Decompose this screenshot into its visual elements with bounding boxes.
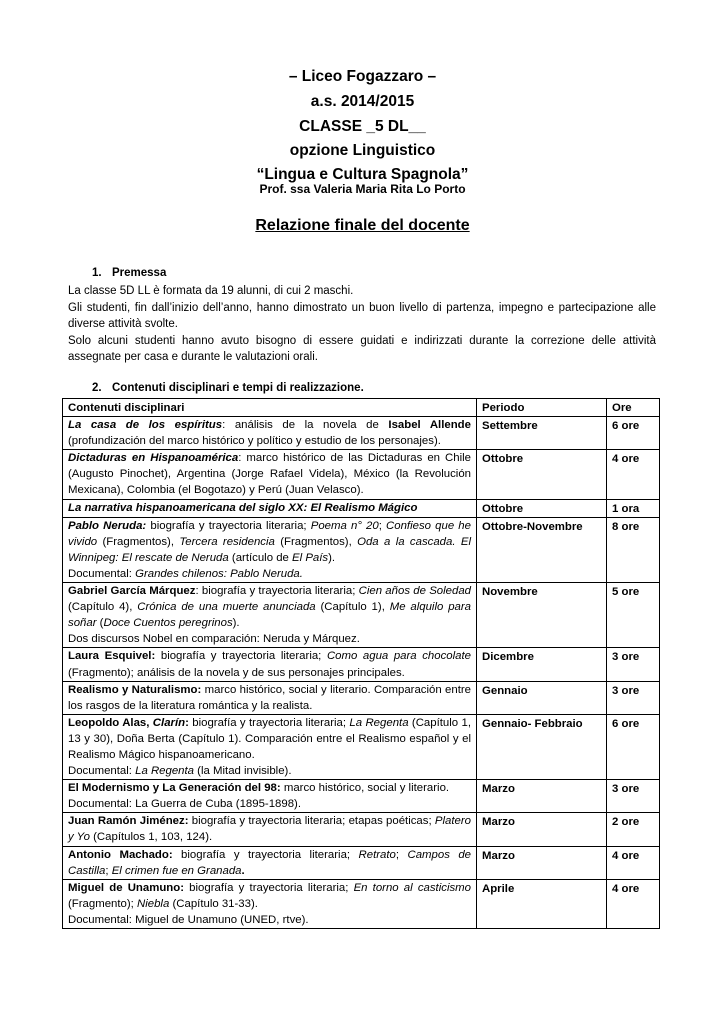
content-text: biografía y trayectoria literaria; (188, 716, 350, 729)
hours-text: 4 ore (612, 849, 640, 862)
content-text: Leopoldo Alas, (68, 716, 153, 729)
content-line (68, 566, 471, 582)
period-text: Settembre (482, 420, 538, 433)
content-line (68, 518, 471, 566)
class-name: CLASSE _5 DL__ (299, 118, 426, 135)
hours-text: 1 ora (612, 502, 640, 515)
content-text: Realismo y Naturalismo: (68, 683, 202, 696)
content-text: Tercera residencia (179, 535, 275, 548)
content-text: biografía y trayectoria literaria; (155, 650, 327, 663)
hours-text: 6 ore (612, 717, 640, 730)
hours-cell (607, 780, 660, 813)
table-body (63, 417, 660, 929)
content-text: : marco histórico de las Dictaduras en Chile (Augusto Pinochet), Argentina (Jorge Rafael Videla), México (la Revolución Mexicana), Colombia (el Bogotazo) y Perú (Juan Velasco). (68, 452, 471, 497)
content-text: Gabriel García Márquez (68, 585, 196, 598)
period-cell (477, 681, 607, 714)
hours-text: 3 ore (612, 783, 640, 796)
hours-cell (607, 681, 660, 714)
hours-cell (607, 450, 660, 499)
content-text: (Fragmento); análisis de la novela y de sus personajes principales. (68, 666, 405, 679)
content-cell (63, 714, 477, 779)
school-year: a.s. 2014/2015 (310, 93, 415, 110)
hours-cell (607, 499, 660, 517)
content-text: biografía y trayectoria literaria; (184, 881, 354, 894)
content-text: : análisis de la novela de (222, 419, 389, 432)
content-text: Dictaduras en Hispanoamérica (68, 452, 239, 465)
section-2-number: 2. (92, 382, 102, 394)
period-cell (477, 813, 607, 846)
section-1-number: 1. (92, 267, 102, 279)
hours-cell (607, 648, 660, 681)
content-text: En torno al casticismo (353, 881, 471, 894)
content-text: La Regenta (349, 716, 409, 729)
content-text: (Fragmento); (68, 897, 137, 910)
content-text: ; (395, 848, 408, 861)
content-cell (63, 499, 477, 517)
table-row (63, 681, 660, 714)
period-cell (477, 417, 607, 450)
content-line (68, 715, 471, 763)
content-text: biografía y trayectoria literaria; (146, 519, 311, 532)
content-cell (63, 813, 477, 846)
school-name: – Liceo Fogazzaro – (288, 68, 437, 85)
content-text: ; (378, 519, 387, 532)
content-text: Laura Esquivel: (68, 650, 156, 663)
content-text: Niebla (137, 897, 170, 910)
content-text: Platero y Yo (68, 815, 471, 844)
period-text: Ottobre-Novembre (482, 520, 583, 533)
period-text: Marzo (482, 849, 515, 862)
period-text: Ottobre (482, 453, 524, 466)
content-text: . (241, 864, 245, 877)
content-text: Crónica de una muerte anunciada (137, 601, 316, 614)
period-cell (477, 714, 607, 779)
period-cell (477, 879, 607, 928)
content-text: Documental: Miguel de Unamuno (UNED, rtve). (68, 913, 309, 926)
content-text: Cien años de Soledad (358, 585, 472, 598)
content-text: (Capítulo 4), (68, 601, 138, 614)
content-text: ; (105, 864, 112, 877)
content-cell (63, 417, 477, 450)
table-row (63, 879, 660, 928)
content-text: Isabel Allende (388, 419, 471, 432)
content-text: (artículo de (228, 551, 293, 564)
period-text: Gennaio- Febbraio (482, 717, 583, 730)
intro-paragraph: Solo alcuni studenti hanno avuto bisogno di essere guidati e indirizzati durante la correzione delle attività assegnate per casa e durante le valutazioni orali. (68, 334, 656, 363)
table-row (63, 499, 660, 517)
subject-title: “Lingua e Cultura Spagnola” (256, 166, 469, 183)
content-text: (profundización del marco histórico y político y estudio de los personajes). (68, 435, 441, 448)
table-row (63, 450, 660, 499)
period-text: Aprile (482, 882, 515, 895)
content-text: (Capítulo 1), (315, 601, 390, 614)
content-cell (63, 450, 477, 499)
content-line (68, 450, 471, 498)
content-line (68, 796, 471, 812)
table-row (63, 417, 660, 450)
content-text: Poema n° 20 (310, 519, 379, 532)
content-line (68, 912, 471, 928)
content-text: La casa de los espíritus (68, 419, 223, 432)
content-text: Dos discursos Nobel en comparación: Neruda y Márquez. (68, 633, 360, 646)
hours-cell (607, 417, 660, 450)
content-text: : biografía y trayectoria literaria; (195, 585, 359, 598)
content-text: marco histórico, social y literario. Comparación entre los rasgos de la literatura romántica y la realista. (68, 683, 472, 712)
table-row (63, 780, 660, 813)
table-row (63, 813, 660, 846)
content-text: biografía y trayectoria literaria; (172, 848, 359, 861)
content-text: Documental: (68, 567, 136, 580)
period-cell (477, 780, 607, 813)
table-row (63, 648, 660, 681)
table-row (63, 583, 660, 648)
period-cell (477, 648, 607, 681)
content-text: (Capítulos 1, 103, 124). (89, 831, 213, 844)
hours-text: 5 ore (612, 586, 640, 599)
content-cell (63, 780, 477, 813)
content-text: Retrato (358, 848, 396, 861)
table-row (63, 846, 660, 879)
teacher-name: Prof. ssa Valeria Maria Rita Lo Porto (259, 182, 466, 196)
content-text: Antonio Machado: (68, 848, 173, 861)
period-cell (477, 517, 607, 582)
contents-table (62, 398, 660, 929)
hours-cell (607, 879, 660, 928)
column-header-contents: Contenuti disciplinari (63, 399, 477, 417)
content-cell (63, 879, 477, 928)
content-text: Doce Cuentos peregrinos (103, 617, 233, 630)
content-cell (63, 517, 477, 582)
content-text: Oda a la cascada. El Winnipeg: El rescate de Neruda (68, 535, 471, 564)
hours-text: 4 ore (612, 882, 640, 895)
hours-cell (607, 846, 660, 879)
content-text: Clarín (152, 716, 186, 729)
content-text: (Capítulo 31-33). (169, 897, 258, 910)
hours-cell (607, 813, 660, 846)
column-header-period: Periodo (477, 399, 607, 417)
content-text: La narrativa hispanoamericana del siglo XX: El Realismo Mágico (68, 501, 418, 514)
column-header-hours: Ore (607, 399, 660, 417)
content-cell (63, 648, 477, 681)
hours-text: 3 ore (612, 651, 640, 664)
content-text: biografía y trayectoria literaria; etapas poéticas; (188, 815, 435, 828)
content-text: Grandes chilenos: Pablo Neruda. (135, 567, 303, 580)
period-text: Gennaio (482, 684, 528, 697)
content-cell (63, 583, 477, 648)
section-1-title: Premessa (112, 267, 167, 279)
content-text: ). (328, 551, 336, 564)
hours-cell (607, 517, 660, 582)
content-text: : (185, 716, 189, 729)
table-row (63, 517, 660, 582)
content-text: La Regenta (135, 765, 195, 778)
content-text: (Fragmentos), (274, 535, 358, 548)
intro-paragraph: Gli studenti, fin dall’inizio dell’anno, hanno dimostrato un buon livello di partenza, impegno e partecipazione alle diverse attività svolte. (68, 301, 656, 330)
content-text: marco histórico, social y literario. (280, 782, 450, 795)
hours-text: 8 ore (612, 520, 640, 533)
period-cell (477, 846, 607, 879)
content-text: Juan Ramón Jiménez: (68, 815, 189, 828)
period-cell (477, 450, 607, 499)
content-line (68, 813, 471, 845)
hours-text: 3 ore (612, 684, 640, 697)
content-line (68, 682, 471, 714)
section-2-title: Contenuti disciplinari e tempi di realizzazione. (112, 382, 364, 394)
content-line (68, 880, 471, 912)
content-line (68, 417, 471, 449)
content-line (68, 847, 471, 879)
section-2-heading (92, 382, 364, 394)
content-cell (63, 846, 477, 879)
hours-cell (607, 583, 660, 648)
content-text: Pablo Neruda: (68, 519, 147, 532)
report-title: Relazione finale del docente (255, 217, 470, 234)
period-text: Dicembre (482, 651, 534, 664)
content-text: Confieso que he vivido (68, 519, 471, 548)
content-text: El crimen fue en Granada (111, 864, 242, 877)
period-text: Ottobre (482, 502, 524, 515)
content-text: (Capítulo 1, 13 y 30), Doña Berta (Capítulo 1). Comparación entre el Realismo español y el Realismo Mágico hispanoamericano. (68, 716, 471, 761)
content-line (68, 500, 471, 516)
content-text: Campos de Castilla (68, 848, 472, 877)
period-cell (477, 499, 607, 517)
content-text: ). (232, 617, 240, 630)
content-text: Miguel de Unamuno: (68, 881, 185, 894)
content-text: El País (292, 551, 329, 564)
table-header-row (63, 399, 660, 417)
hours-cell (607, 714, 660, 779)
hours-text: 4 ore (612, 453, 640, 466)
hours-text: 2 ore (612, 816, 640, 829)
section-1-heading (92, 267, 166, 279)
content-text: ( (96, 617, 104, 630)
content-cell (63, 681, 477, 714)
period-text: Marzo (482, 783, 515, 796)
course-option: opzione Linguistico (289, 142, 436, 159)
content-text: El Modernismo y La Generación del 98: (68, 782, 281, 795)
content-text: Me alquilo para soñar (68, 601, 471, 630)
content-text: (la Mitad invisible). (194, 765, 292, 778)
section-1-body (68, 283, 656, 366)
content-line (68, 763, 471, 779)
table-row (63, 714, 660, 779)
content-text: Documental: La Guerra de Cuba (1895-1898). (68, 798, 302, 811)
content-text: (Fragmentos), (97, 535, 180, 548)
content-line (68, 780, 471, 796)
content-text: Documental: (68, 765, 136, 778)
content-line (68, 631, 471, 647)
content-line (68, 648, 471, 680)
content-line (68, 583, 471, 631)
hours-text: 6 ore (612, 420, 640, 433)
period-text: Marzo (482, 816, 515, 829)
intro-paragraph: La classe 5D LL è formata da 19 alunni, di cui 2 maschi. (68, 285, 354, 297)
period-text: Novembre (482, 586, 538, 599)
period-cell (477, 583, 607, 648)
content-text: Como agua para chocolate (326, 650, 471, 663)
